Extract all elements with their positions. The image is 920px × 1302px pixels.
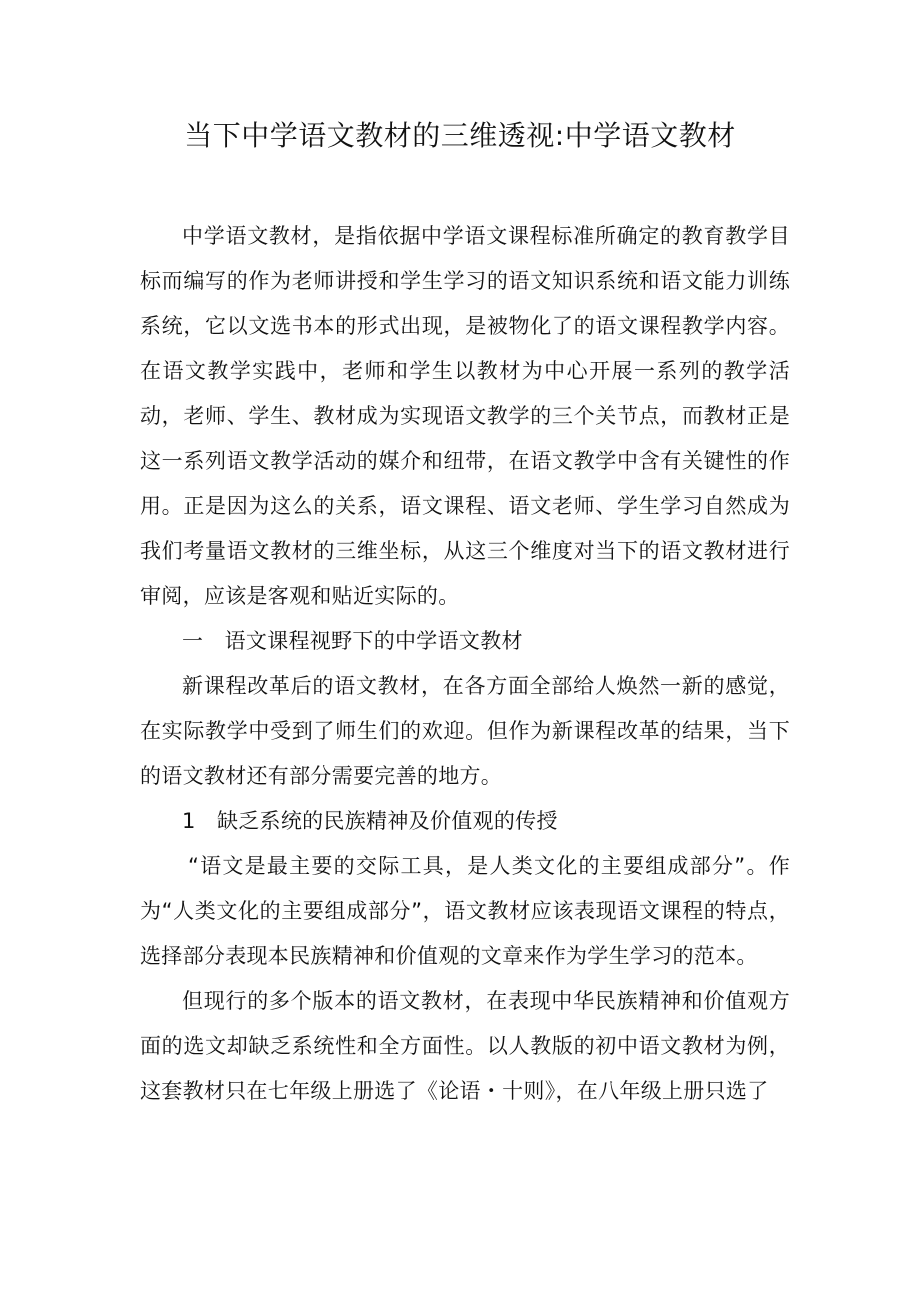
document-body (140, 214, 790, 1114)
subsection-heading-1: 1 缺乏系统的民族精神及价值观的传授 (182, 809, 558, 833)
paragraph-section-1: 新课程改革后的语文教材，在各方面全部给人焕然一新的感觉，在实际教学中受到了师生们的欢迎。但作为新课程改革的结果，当下的语文教材还有部分需要完善的地方。 (140, 674, 790, 788)
paragraph-quote: “语文是最主要的交际工具，是人类文化的主要组成部分”。作为“人类文化的主要组成部分”，语文教材应该表现语文课程的特点，选择部分表现本民族精神和价值观的文章来作为学生学习的范本。 (140, 854, 790, 968)
paragraph-intro: 中学语文教材，是指依据中学语文课程标准所确定的教育教学目标而编写的作为老师讲授和学生学习的语文知识系统和语文能力训练系统，它以文选书本的形式出现，是被物化了的语文课程教学内容。在语文教学实践中，老师和学生以教材为中心开展一系列的教学活动，老师、学生、教材成为实现语文教学的三个关节点，而教材正是这一系列语文教学活动的媒介和纽带，在语文教学中含有关键性的作用。正是因为这么的关系，语文课程、语文老师、学生学习自然成为我们考量语文教材的三维坐标，从这三个维度对当下的语文教材进行审阅，应该是客观和贴近实际的。 (140, 224, 790, 608)
paragraph-example: 但现行的多个版本的语文教材，在表现中华民族精神和价值观方面的选文却缺乏系统性和全方面性。以人教版的初中语文教材为例，这套教材只在七年级上册选了《论语・十则》，在八年级上册只选了 (140, 989, 790, 1103)
section-heading-1: 一 语文课程视野下的中学语文教材 (182, 629, 523, 653)
document-title: 当下中学语文教材的三维透视:中学语文教材 (184, 119, 736, 152)
